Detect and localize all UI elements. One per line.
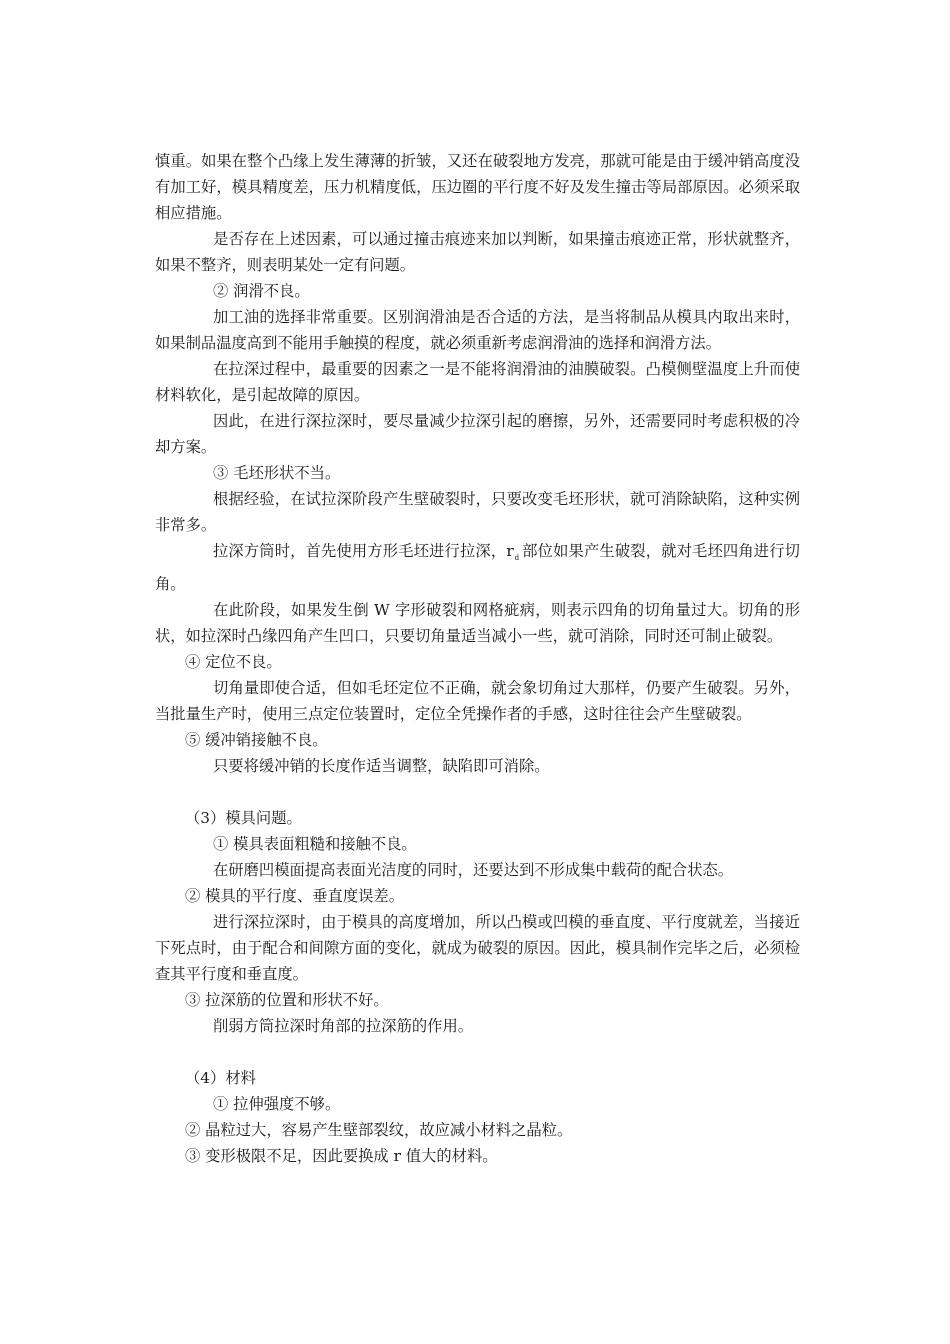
r-symbol: r <box>506 542 514 560</box>
heading-poor-positioning: ④ 定位不良。 <box>185 653 282 671</box>
document-page <box>155 148 800 1169</box>
heading-blank-shape: ③ 毛坯形状不当。 <box>213 464 341 482</box>
paragraph-corner-cut: 在此阶段，如果发生倒 W 字形破裂和网格疵病，则表示四角的切角量过大。切角的形状，如拉深时凸缘四角产生凹口，只要切角量适当减小一些，就可消除，同时还可制止破裂。 <box>155 601 800 645</box>
heading-tensile-strength: ① 拉伸强度不够。 <box>213 1095 341 1113</box>
heading-section-3: （3）模具问题。 <box>185 809 302 827</box>
paragraph-cooling: 因此，在进行深拉深时，要尽量减少拉深引起的磨擦，另外，还需要同时考虑积极的冷却方案。 <box>155 412 800 456</box>
paragraph-parallelism: 进行深拉深时，由于模具的高度增加，所以凸模或凹模的垂直度、平行度就差，当接近下死点时，由于配合和间隙方面的变化，就成为破裂的原因。因此，模具制作完毕之后，必须检查其平行度和垂直度。 <box>155 913 800 983</box>
square-blank-text-a: 拉深方筒时，首先使用方形毛坯进行拉深， <box>213 542 507 560</box>
heading-deformation-limit: ③ 变形极限不足，因此要换成 r 值大的材料。 <box>185 1147 498 1165</box>
heading-poor-lubrication: ② 润滑不良。 <box>213 282 310 300</box>
r-subscript: d <box>514 554 520 562</box>
paragraph-oil-selection: 加工油的选择非常重要。区别润滑油是否合适的方法，是当将制品从模具内取出来时，如果制品温度高到不能用手触摸的程度，就必须重新考虑润滑油的选择和润滑方法。 <box>155 308 800 352</box>
paragraph-continuation: 慎重。如果在整个凸缘上发生薄薄的折皱，又还在破裂地方发亮，那就可能是由于缓冲销高度没有加工好，模具精度差，压力机精度低，压边圈的平行度不好及发生撞击等局部原因。必须采取相应措施。 <box>155 152 800 222</box>
paragraph-polishing: 在研磨凹模面提高表面光洁度的同时，还要达到不形成集中载荷的配合状态。 <box>213 861 734 879</box>
section-spacer <box>155 779 800 805</box>
heading-section-4: （4）材料 <box>185 1069 256 1087</box>
paragraph-cushion-adjust: 只要将缓冲销的长度作适当调整，缺陷即可消除。 <box>213 757 550 775</box>
paragraph-oil-film: 在拉深过程中，最重要的因素之一是不能将润滑油的油膜破裂。凸模侧壁温度上升而使材料软化，是引起故障的原因。 <box>155 360 800 404</box>
section-spacer <box>155 1039 800 1065</box>
paragraph-experience: 根据经验，在试拉深阶段产生壁破裂时，只要改变毛坯形状，就可消除缺陷，这种实例非常多。 <box>155 490 800 534</box>
heading-grain-size: ② 晶粒过大，容易产生壁部裂纹，故应减小材料之晶粒。 <box>185 1121 573 1139</box>
heading-parallelism: ② 模具的平行度、垂直度误差。 <box>185 887 405 905</box>
paragraph-square-blank <box>155 538 800 597</box>
heading-surface-roughness: ① 模具表面粗糙和接触不良。 <box>213 835 417 853</box>
paragraph-positioning: 切角量即使合适，但如毛坯定位不正确，就会象切角过大那样，仍要产生破裂。另外，当批量生产时，使用三点定位装置时，定位全凭操作者的手感，这时往往会产生壁破裂。 <box>155 679 800 723</box>
heading-cushion-pin: ⑤ 缓冲销接触不良。 <box>185 731 328 749</box>
paragraph-impact-marks: 是否存在上述因素，可以通过撞击痕迹来加以判断，如果撞击痕迹正常，形状就整齐，如果不整齐，则表明某处一定有问题。 <box>155 230 800 274</box>
paragraph-draw-bead: 削弱方筒拉深时角部的拉深筋的作用。 <box>213 1017 474 1035</box>
square-blank-text-b: 部位如果产生破裂，就对毛坯四角进行切角。 <box>155 542 800 593</box>
heading-draw-bead: ③ 拉深筋的位置和形状不好。 <box>185 991 389 1009</box>
